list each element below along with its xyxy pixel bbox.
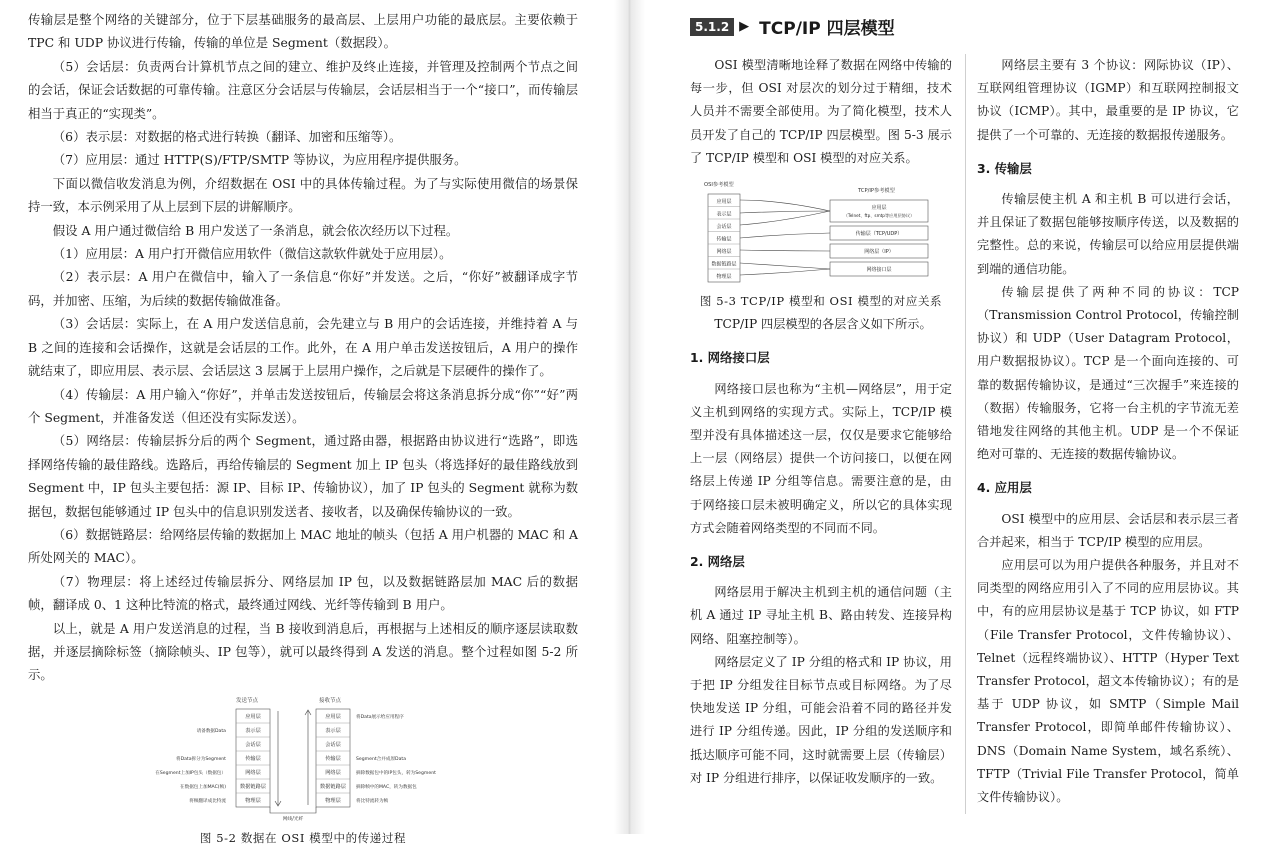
mapping-line xyxy=(740,250,830,251)
section-heading xyxy=(690,14,895,39)
send-note: 在Segment上加IP包头（数据包） xyxy=(155,770,226,776)
paragraph: 应用层可以为用户提供各种服务，并且对不同类型的网络应用引入了不同的应用层协议。其中，有的应用层协议是基于 TCP 协议，如 FTP（File Transfer Protocol，文件传输协议）、Telnet（远程终端协议）、HTTP（Hyper Text Transfer Protocol，超文本传输协议）；有的是基于 UDP 协议，如 SMTP（Simple Mail Transfer Protocol，即简单邮件传输协议）、DNS（Domain Name System，域名系统）、TFTP（Trivial File Transfer Protocol，简单文件传输协议）。 xyxy=(977,558,1239,805)
paragraph: （7）物理层：将上述经过传输层拆分、网络层加 IP 包，以及数据链路层加 MAC 后的数据帧，翻译成 0、1 这种比特流的格式，最终通过网线、光纤等传输到 B 用户。 xyxy=(28,573,578,613)
osi-layer: 表示层 xyxy=(716,211,732,218)
paragraph: 网络层用于解决主机到主机的通信问题（主机 A 通过 IP 寻址主机 B、路由转发、连接异构网络、阻塞控制等）。 xyxy=(690,585,952,646)
right-column-b xyxy=(977,54,1239,809)
send-layer: 网络层 xyxy=(245,769,261,776)
mapping-line xyxy=(740,263,830,269)
tcp-model-title: TCP/IP参考模型 xyxy=(858,188,895,195)
paragraph: （4）传输层：A 用户输入“你好”，并单击发送按钮后，传输层会将这条消息拆分成“你”“好”两个 Segment，并准备发送（但还没有实际发送）。 xyxy=(28,386,578,425)
section-arrow-icon: ▶ xyxy=(739,19,750,34)
paragraph: 网络层定义了 IP 分组的格式和 IP 协议，用于把 IP 分组发往目标节点或目标网络。为了尽快地发送 IP 分组，可能会沿着不同的路径并发进行 IP 分组传递。因此，IP 分组的发送顺序和抵达顺序可能不同，这时就需要上层（传输层）对 IP 分组进行排序，以保证收发顺序的一致。 xyxy=(690,654,952,785)
left-page xyxy=(0,0,614,845)
recv-layer: 会话层 xyxy=(325,741,341,748)
paragraph: 网络接口层也称为“主机—网络层”，用于定义主机到网络的实现方式。实际上，TCP/IP 模型并没有具体描述这一层，仅仅是要求它能够给上一层（网络层）提供一个访问接口，以便在网络层上传递 IP 分组等信息。需要注意的是，由于网络接口层未被明确定义，所以它的具体实现方式会随着网络类型的不同而不同。 xyxy=(690,381,952,535)
recv-layer: 物理层 xyxy=(325,797,341,804)
paragraph: （7）应用层：通过 HTTP(S)/FTP/SMTP 等协议，为应用程序提供服务。 xyxy=(52,152,467,168)
heading-network-interface-layer: 1. 网络接口层 xyxy=(690,350,770,366)
osi-layer: 物理层 xyxy=(716,274,732,281)
paragraph: 以上，就是 A 用户发送消息的过程，当 B 接收到消息后，再根据与上述相反的顺序逐层读取数据，并逐层摘除标签（摘除帧头、IP 包等），就可以最终得到 A 发送的消息。整个过程如图 5-2 所示。 xyxy=(28,620,578,683)
recv-note: 将比特流转为帧 xyxy=(356,798,389,804)
heading-network-layer: 2. 网络层 xyxy=(690,554,745,570)
mapping-line xyxy=(740,211,830,225)
tcp-app-layer: 应用层 xyxy=(871,205,887,212)
send-node-title: 发送节点 xyxy=(236,697,259,704)
send-layer: 物理层 xyxy=(245,797,261,804)
send-note: 将帧翻译成比特流 xyxy=(189,798,226,804)
recv-note: 摘除帧中的MAC，转为数据包 xyxy=(356,784,417,790)
paragraph: 假设 A 用户通过微信给 B 用户发送了一条消息，就会依次经历以下过程。 xyxy=(52,222,459,238)
paragraph: （6）数据链路层：给网络层传输的数据加上 MAC 地址的帧头（包括 A 用户机器的 MAC 和 A 所处网关的 MAC）。 xyxy=(28,526,578,566)
mapping-line xyxy=(740,233,830,238)
send-layer: 数据链路层 xyxy=(240,783,266,790)
section-title: TCP/IP 四层模型 xyxy=(759,19,895,39)
paragraph: 下面以微信收发消息为例，介绍数据在 OSI 中的具体传输过程。为了与实际使用微信的场景保持一致，本示例采用了从上层到下层的讲解顺序。 xyxy=(28,175,578,215)
intro-paragraph: OSI 模型清晰地诠释了数据在网络中传输的每一步，但 OSI 对层次的划分过于精细，技术人员并不需要全部使用。为了简化模型，技术人员开发了自己的 TCP/IP 四层模型。图 5-3 展示了 TCP/IP 模型和 OSI 模型的对应关系。 xyxy=(690,58,952,165)
mapping-line xyxy=(740,211,830,213)
osi-layer: 会话层 xyxy=(716,224,732,231)
tcp-layer: 网络层（IP） xyxy=(864,249,894,256)
mapping-line xyxy=(740,200,830,211)
send-layer: 传输层 xyxy=(245,755,261,762)
send-note: 请备数据Data xyxy=(196,728,226,734)
recv-note: 摘除数据包中的IP包头，转为Segment xyxy=(356,770,436,776)
paragraph: （1）应用层：A 用户打开微信应用软件（微信这款软件就处于应用层）。 xyxy=(52,246,452,262)
recv-note: Segment合并成原Data xyxy=(356,756,407,762)
page-gutter xyxy=(614,0,645,834)
tcp-layer: 网络接口层 xyxy=(866,267,892,274)
figure-5-3-diagram xyxy=(690,178,952,286)
osi-model-title: OSI参考模型 xyxy=(704,182,734,189)
mapping-line xyxy=(740,269,830,275)
tcp-layer: 传输层（TCP/UDP） xyxy=(855,231,903,238)
figure-5-2-diagram xyxy=(28,693,578,825)
osi-layer: 传输层 xyxy=(716,236,732,243)
paragraph: TCP/IP 四层模型的各层含义如下所示。 xyxy=(714,317,932,332)
recv-layer: 表示层 xyxy=(325,727,341,734)
paragraph: 网络层主要有 3 个协议：网际协议（IP）、互联网组管理协议（IGMP）和互联网控制报文协议（ICMP）。其中，最重要的是 IP 协议，它提供了一个可靠的、无连接的数据报传递服务。 xyxy=(977,58,1239,142)
recv-layer: 网络层 xyxy=(325,769,341,776)
heading-transport-layer: 3. 传输层 xyxy=(977,160,1032,176)
paragraph: 传输层是整个网络的关键部分，位于下层基础服务的最高层、上层用户功能的最底层。主要依赖于TPC 和 UDP 协议进行传输，传输的单位是 Segment（数据段）。 xyxy=(28,12,578,51)
figure-5-3-caption: 图 5-3 TCP/IP 模型和 OSI 模型的对应关系 xyxy=(699,294,943,309)
send-note: 将Data拆分为Segment xyxy=(175,756,226,762)
tcp-app-note: （Telnet、ftp、smtp等应用层协议） xyxy=(843,213,915,219)
paragraph: （5）网络层：传输层拆分后的两个 Segment，通过路由器，根据路由协议进行“选路”，即选择网络传输的最佳路线。选路后，再给传输层的 Segment 加上 IP 包头（将选择好的最佳路线放到 Segment 中，IP 包头主要包括：源 IP、目标 IP、传输协议），加了 IP 包头的 Segment 就称为数据包，数据包能够通过 IP 包头中的信息识别发送者、接收者，以及确保传输协议的一致。 xyxy=(28,433,578,519)
paragraph: 传输层提供了两种不同的协议：TCP（Transmission Control Protocol，传输控制协议）和 UDP（User Datagram Protocol，用户数据报协议）。TCP 是一个面向连接的、可靠的数据传输协议，是通过“三次握手”来连接的（数据）传输服务，它将一台主机的字节流无差错地发往网络的其他主机。UDP 是一个不保证绝对可靠的、无连接的数据传输协议。 xyxy=(977,284,1239,462)
right-column-a xyxy=(690,54,952,790)
osi-layer: 数据链路层 xyxy=(711,261,737,268)
osi-layer: 网络层 xyxy=(716,249,732,256)
recv-layer: 数据链路层 xyxy=(320,783,346,790)
send-layer: 应用层 xyxy=(245,713,261,720)
paragraph: （6）表示层：对数据的格式进行转换（翻译、加密和压缩等）。 xyxy=(52,129,402,145)
paragraph: （3）会话层：实际上，在 A 用户发送信息前，会先建立与 B 用户的会话连接，并维持着 A 与 B 之间的连接和会话操作，这就是会话层的工作。此外，在 A 用户单击发送按钮后，A 用户的操作就结束了，即应用层、表示层、会话层这 3 层属于上层用户操作，之后就是下层硬件的操作了。 xyxy=(28,316,578,379)
column-divider xyxy=(965,54,966,814)
send-layer: 表示层 xyxy=(245,727,261,734)
paragraph: （2）表示层：A 用户在微信中，输入了一条信息“你好”并发送。之后，“你好”被翻译成字节码，并加密、压缩，为后续的数据传输做准备。 xyxy=(28,269,578,308)
recv-note: 将Data展示给应用程序 xyxy=(356,714,404,720)
recv-layer: 应用层 xyxy=(325,713,341,720)
figure-5-2-caption: 图 5-2 数据在 OSI 模型中的传递过程 xyxy=(199,830,407,845)
section-number: 5.1.2 xyxy=(690,18,734,36)
paragraph: 传输层使主机 A 和主机 B 可以进行会话，并且保证了数据包能够按顺序传送，以及数据的完整性。总的来说，传输层可以给应用层提供端到端的通信功能。 xyxy=(977,192,1239,276)
heading-application-layer: 4. 应用层 xyxy=(977,480,1032,496)
send-layer: 会话层 xyxy=(245,741,261,748)
recv-node-title: 接收节点 xyxy=(319,697,342,704)
send-note: 在数据包上加MAC(帧) xyxy=(180,784,226,790)
paragraph: OSI 模型中的应用层、会话层和表示层三者合并起来，相当于 TCP/IP 模型的应用层。 xyxy=(977,511,1239,549)
left-body-text xyxy=(28,8,578,850)
osi-layer: 应用层 xyxy=(716,199,732,206)
medium-label: 网线/光纤 xyxy=(282,816,304,822)
paragraph: （5）会话层：负责两台计算机节点之间的建立、维护及终止连接，并管理及控制两个节点之间的会话，保证会话数据的可靠传输。注意区分会话层与传输层，会话层相当于一个“接口”，而传输层相当于真正的“实现类”。 xyxy=(28,58,578,121)
recv-layer: 传输层 xyxy=(325,755,341,762)
